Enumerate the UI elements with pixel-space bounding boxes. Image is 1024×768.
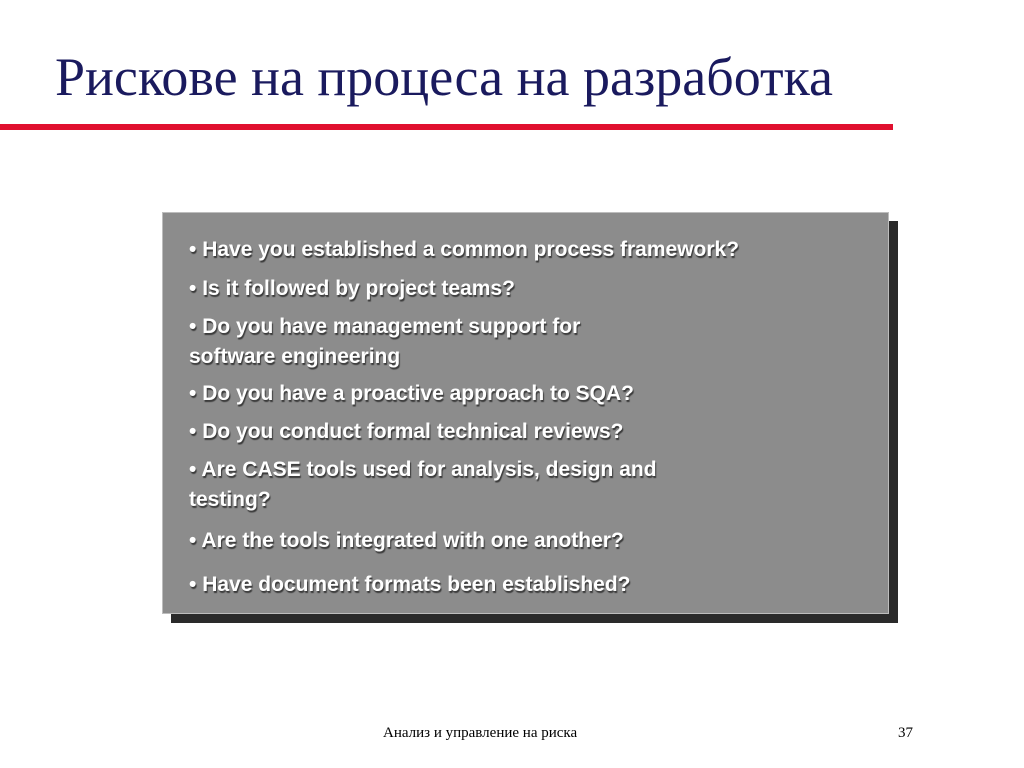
bullet-item (189, 379, 879, 409)
bullet-text: Are CASE tools used for analysis, design and testing? (189, 458, 657, 511)
bullet-item (189, 417, 879, 447)
bullet-text: Do you have management support for software engineering (189, 315, 581, 368)
title-underline (0, 124, 893, 130)
slide-title: Рискове на процеса на разработка (55, 47, 833, 107)
bullet-dot-icon: • (189, 573, 197, 596)
bullet-item (189, 455, 879, 515)
bullet-dot-icon: • (189, 238, 197, 261)
bullet-text: Are the tools integrated with one another? (201, 529, 624, 552)
bullet-text: Is it followed by project teams? (202, 277, 515, 300)
content-box (162, 212, 889, 614)
bullet-dot-icon: • (189, 458, 197, 481)
bullet-item (189, 312, 879, 372)
bullet-item (189, 570, 879, 600)
page-number: 37 (898, 725, 913, 741)
bullet-text: Have document formats been established? (202, 573, 631, 596)
bullet-dot-icon: • (189, 420, 197, 443)
bullet-dot-icon: • (189, 529, 197, 552)
bullet-dot-icon: • (189, 382, 197, 405)
bullet-item (189, 526, 879, 556)
bullet-text: Do you conduct formal technical reviews? (202, 420, 624, 443)
bullet-dot-icon: • (189, 315, 197, 338)
footer-text: Анализ и управление на риска (383, 725, 578, 741)
bullet-text: Do you have a proactive approach to SQA? (202, 382, 634, 405)
bullet-dot-icon: • (189, 277, 197, 300)
bullet-item (189, 235, 879, 265)
bullet-text: Have you established a common process framework? (202, 238, 740, 261)
bullet-item (189, 274, 879, 304)
